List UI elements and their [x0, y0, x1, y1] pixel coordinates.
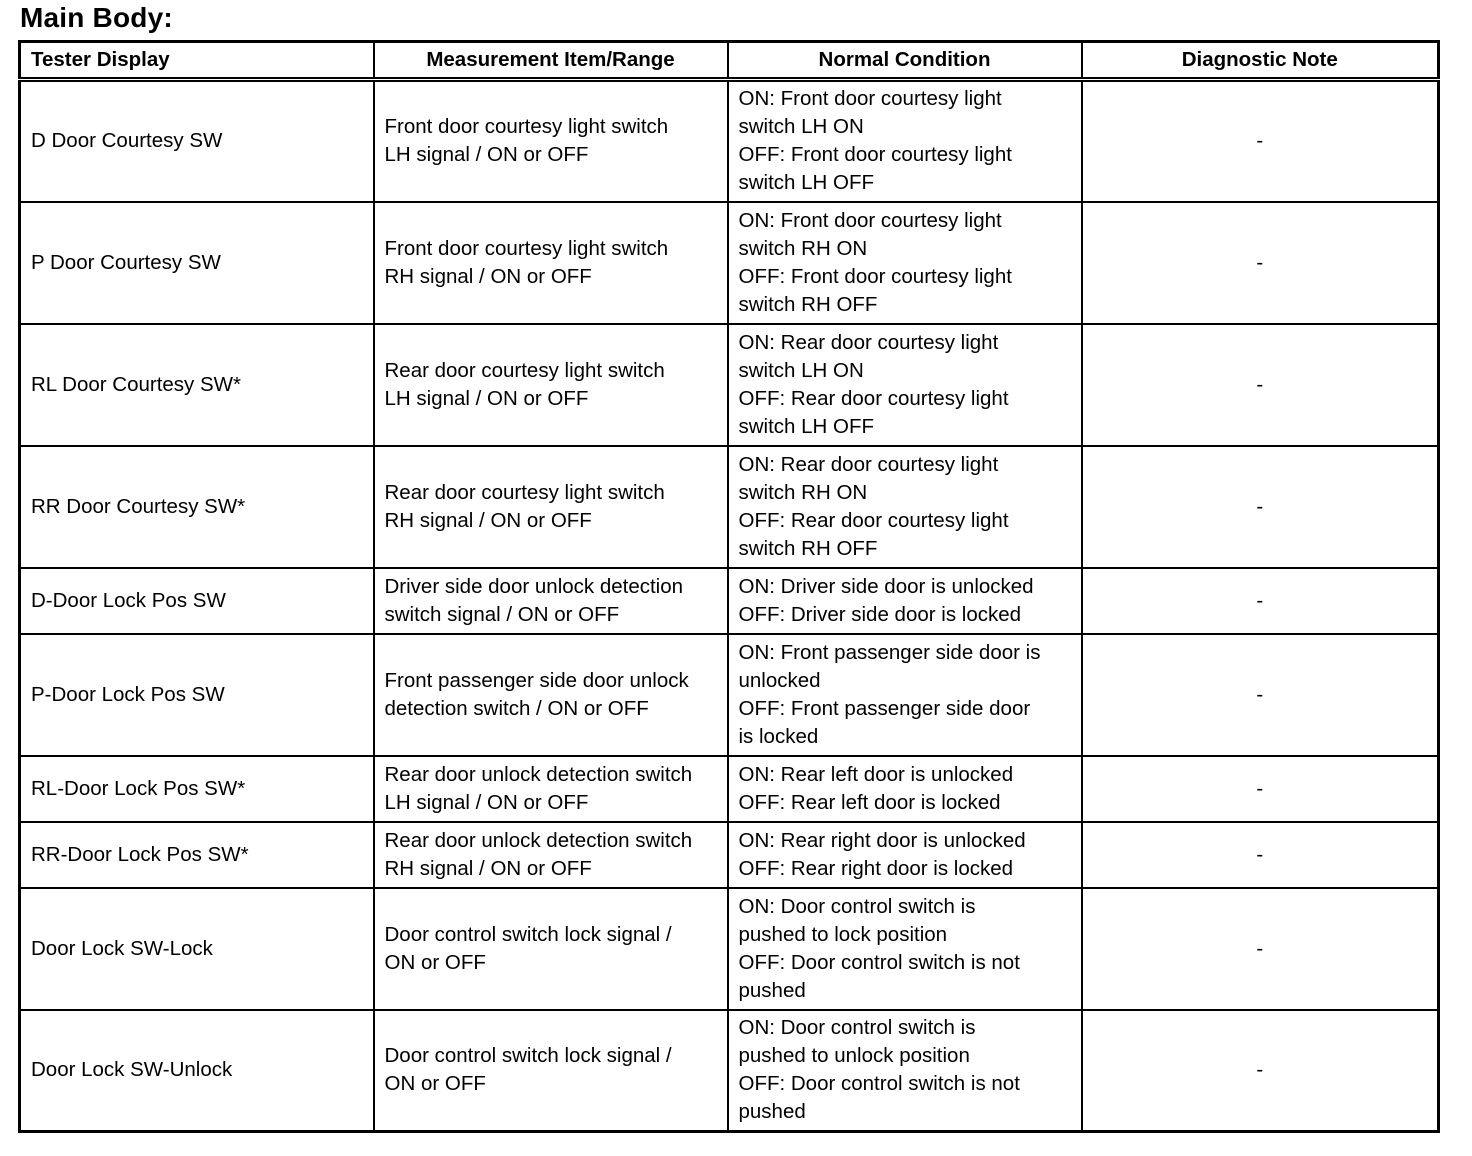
- tester-display-cell: P-Door Lock Pos SW: [20, 634, 374, 756]
- measurement-line: Door control switch lock signal /: [384, 1044, 672, 1068]
- measurement-line: Front door courtesy light switch: [384, 236, 669, 260]
- condition-line: ON: Front passenger side door is: [738, 640, 1041, 664]
- diagnostic-note-cell: -: [1082, 80, 1439, 202]
- condition-line: is locked: [738, 724, 819, 748]
- condition-line: ON: Rear door courtesy light: [738, 330, 999, 354]
- measurement-line: Driver side door unlock detection: [384, 574, 684, 598]
- measurement-cell: [374, 446, 728, 568]
- condition-line: pushed to unlock position: [738, 1044, 970, 1068]
- condition-line: pushed: [738, 978, 806, 1002]
- measurement-cell: [374, 202, 728, 324]
- section-title: Main Body:: [20, 2, 173, 33]
- measurement-line: Front passenger side door unlock: [384, 668, 689, 692]
- diagnostic-note-cell: -: [1082, 446, 1439, 568]
- condition-line: OFF: Rear door courtesy light: [738, 508, 1009, 532]
- condition-line: ON: Door control switch is: [738, 894, 976, 918]
- tester-display-cell: P Door Courtesy SW: [20, 202, 374, 324]
- table-header-row: [20, 42, 1439, 80]
- condition-line: ON: Front door courtesy light: [738, 87, 1002, 111]
- table-row: [20, 634, 1439, 756]
- measurement-line: RH signal / ON or OFF: [384, 508, 592, 532]
- condition-line: pushed to lock position: [738, 922, 948, 946]
- diagnostic-note-cell: -: [1082, 634, 1439, 756]
- measurement-line: LH signal / ON or OFF: [384, 143, 589, 167]
- measurement-line: Front door courtesy light switch: [384, 115, 669, 139]
- condition-line: OFF: Front door courtesy light: [738, 143, 1012, 167]
- table-row: [20, 822, 1439, 888]
- condition-line: OFF: Rear right door is locked: [738, 856, 1014, 880]
- tester-display-cell: RR Door Courtesy SW*: [20, 446, 374, 568]
- table-row: [20, 446, 1439, 568]
- tester-display-cell: RR-Door Lock Pos SW*: [20, 822, 374, 888]
- measurement-line: Rear door unlock detection switch: [384, 828, 693, 852]
- condition-line: OFF: Rear left door is locked: [738, 790, 1001, 814]
- condition-cell: [728, 446, 1082, 568]
- condition-cell: [728, 568, 1082, 634]
- table-row: [20, 80, 1439, 202]
- condition-line: switch RH ON: [738, 236, 868, 260]
- condition-line: unlocked: [738, 668, 821, 692]
- table-row: [20, 324, 1439, 446]
- condition-cell: [728, 1010, 1082, 1132]
- tester-display-cell: Door Lock SW-Unlock: [20, 1010, 374, 1132]
- header-tester-display: Tester Display: [20, 42, 374, 80]
- table-row: [20, 756, 1439, 822]
- measurement-line: Rear door unlock detection switch: [384, 762, 693, 786]
- diagnostic-note-cell: -: [1082, 568, 1439, 634]
- condition-cell: [728, 202, 1082, 324]
- condition-line: ON: Door control switch is: [738, 1016, 976, 1040]
- measurement-cell: [374, 1010, 728, 1132]
- measurement-line: Rear door courtesy light switch: [384, 358, 665, 382]
- tester-display-cell: D Door Courtesy SW: [20, 80, 374, 202]
- condition-line: ON: Rear right door is unlocked: [738, 828, 1026, 852]
- measurement-line: RH signal / ON or OFF: [384, 856, 592, 880]
- header-measurement-item: Measurement Item/Range: [374, 42, 728, 80]
- condition-line: ON: Front door courtesy light: [738, 208, 1002, 232]
- table-row: [20, 202, 1439, 324]
- condition-cell: [728, 324, 1082, 446]
- measurement-cell: [374, 324, 728, 446]
- measurement-line: Rear door courtesy light switch: [384, 480, 665, 504]
- condition-line: OFF: Rear door courtesy light: [738, 386, 1009, 410]
- measurement-line: switch signal / ON or OFF: [384, 602, 620, 626]
- measurement-cell: [374, 756, 728, 822]
- condition-cell: [728, 756, 1082, 822]
- measurement-line: ON or OFF: [384, 1072, 486, 1096]
- condition-line: OFF: Door control switch is not: [738, 1072, 1020, 1096]
- condition-line: switch LH OFF: [738, 414, 875, 438]
- table-row: [20, 1010, 1439, 1132]
- table-row: [20, 888, 1439, 1010]
- header-normal-condition: Normal Condition: [728, 42, 1082, 80]
- measurement-line: LH signal / ON or OFF: [384, 386, 589, 410]
- measurement-line: RH signal / ON or OFF: [384, 264, 592, 288]
- measurement-cell: [374, 634, 728, 756]
- tester-display-cell: D-Door Lock Pos SW: [20, 568, 374, 634]
- condition-line: switch LH OFF: [738, 171, 875, 195]
- diagnostic-note-cell: -: [1082, 324, 1439, 446]
- measurement-cell: [374, 822, 728, 888]
- condition-line: switch RH ON: [738, 480, 868, 504]
- header-diagnostic-note: Diagnostic Note: [1082, 42, 1439, 80]
- condition-cell: [728, 822, 1082, 888]
- diagnostic-note-cell: -: [1082, 888, 1439, 1010]
- condition-line: ON: Rear left door is unlocked: [738, 762, 1014, 786]
- condition-line: OFF: Door control switch is not: [738, 950, 1020, 974]
- measurement-line: detection switch / ON or OFF: [384, 696, 649, 720]
- diagnostic-note-cell: -: [1082, 756, 1439, 822]
- condition-line: OFF: Driver side door is locked: [738, 602, 1022, 626]
- table-row: [20, 568, 1439, 634]
- tester-display-cell: RL-Door Lock Pos SW*: [20, 756, 374, 822]
- diagnostic-note-cell: -: [1082, 822, 1439, 888]
- diagnostic-note-cell: -: [1082, 202, 1439, 324]
- condition-line: OFF: Front passenger side door: [738, 696, 1031, 720]
- condition-line: switch RH OFF: [738, 536, 878, 560]
- condition-line: switch LH ON: [738, 358, 864, 382]
- diagnostic-note-cell: -: [1082, 1010, 1439, 1132]
- diagnostic-table: [18, 40, 1440, 1133]
- measurement-cell: [374, 80, 728, 202]
- measurement-cell: [374, 888, 728, 1010]
- measurement-cell: [374, 568, 728, 634]
- condition-cell: [728, 888, 1082, 1010]
- tester-display-cell: Door Lock SW-Lock: [20, 888, 374, 1010]
- measurement-line: Door control switch lock signal /: [384, 922, 672, 946]
- condition-cell: [728, 634, 1082, 756]
- condition-line: switch LH ON: [738, 115, 864, 139]
- condition-cell: [728, 80, 1082, 202]
- condition-line: pushed: [738, 1100, 806, 1124]
- condition-line: ON: Driver side door is unlocked: [738, 574, 1034, 598]
- condition-line: switch RH OFF: [738, 292, 878, 316]
- condition-line: ON: Rear door courtesy light: [738, 452, 999, 476]
- measurement-line: LH signal / ON or OFF: [384, 790, 589, 814]
- condition-line: OFF: Front door courtesy light: [738, 264, 1012, 288]
- measurement-line: ON or OFF: [384, 950, 486, 974]
- tester-display-cell: RL Door Courtesy SW*: [20, 324, 374, 446]
